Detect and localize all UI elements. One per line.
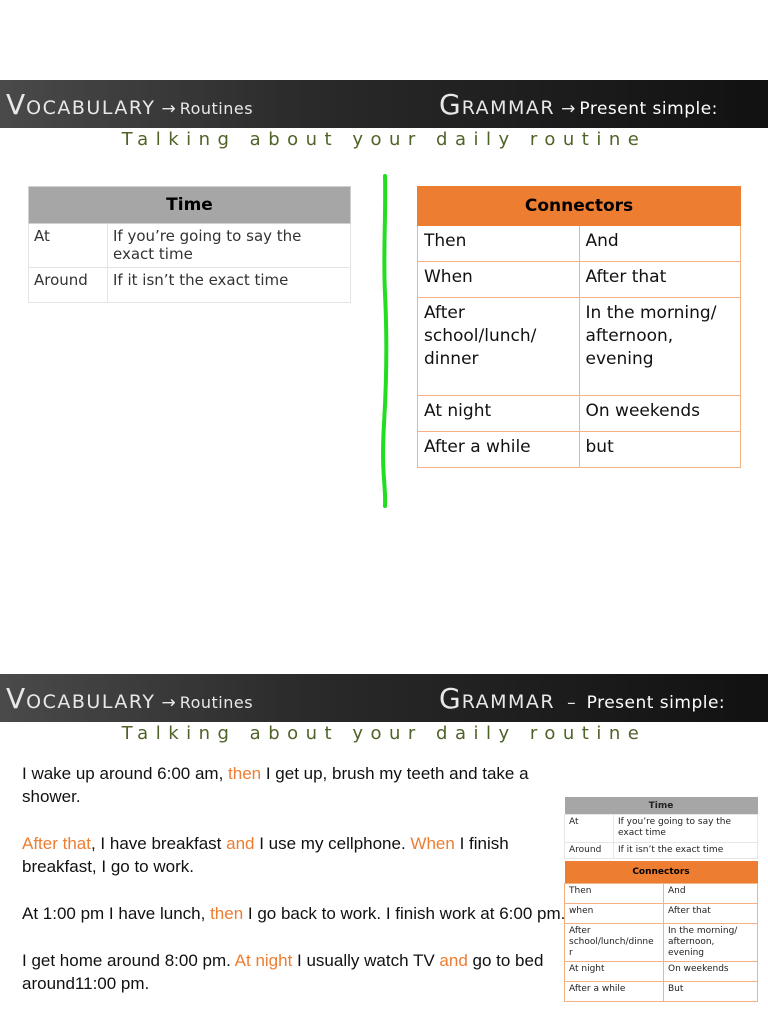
- grammar-subtitle: Present simple:: [586, 693, 726, 713]
- vocab-rest: OCABULARY: [26, 691, 156, 713]
- connector-highlight: When: [410, 834, 455, 853]
- mini-time-definition: If it isn’t the exact time: [614, 843, 758, 859]
- slide1-banner: [0, 80, 768, 128]
- mini-connector-cell: After that: [664, 904, 758, 924]
- story-text: I use my cellphone.: [254, 834, 411, 853]
- grammar-heading: [439, 682, 725, 715]
- mini-time-term: Around: [565, 843, 614, 859]
- table-row: [418, 226, 741, 262]
- time-definition: If it isn’t the exact time: [108, 268, 351, 303]
- table-row: [565, 924, 758, 962]
- arrow-icon: →: [161, 99, 177, 119]
- table-row: [565, 843, 758, 859]
- mini-time-definition: If you’re going to say the exact time: [614, 815, 758, 843]
- table-row: [565, 815, 758, 843]
- mini-time-table: [564, 797, 758, 859]
- connector-highlight: then: [210, 904, 244, 923]
- mini-connector-cell: when: [565, 904, 664, 924]
- mini-connector-cell: In the morning/ afternoon, evening: [664, 924, 758, 962]
- story-text: go to bed around11:00 pm.: [22, 951, 544, 993]
- mini-connectors-table: [564, 861, 758, 1002]
- table-row: [418, 432, 741, 468]
- mini-connector-cell: But: [664, 982, 758, 1002]
- connector-cell: After a while: [418, 432, 580, 468]
- mini-connector-cell: Then: [565, 884, 664, 904]
- arrow-icon: →: [561, 99, 577, 119]
- story-text: I get home around 8:00 pm.: [22, 951, 235, 970]
- story-text: , I have breakfast: [90, 834, 227, 853]
- dash-separator: –: [567, 693, 577, 713]
- mini-connector-cell: And: [664, 884, 758, 904]
- table-row: [418, 298, 741, 396]
- story-text: I finish breakfast, I go to work.: [22, 834, 509, 876]
- connectors-table-header: Connectors: [418, 187, 741, 226]
- connector-cell: Then: [418, 226, 580, 262]
- connector-cell: but: [579, 432, 741, 468]
- connectors-table: [417, 186, 741, 468]
- connector-cell: At night: [418, 396, 580, 432]
- time-table: [28, 186, 351, 303]
- vocabulary-heading: [6, 682, 253, 715]
- mini-connector-cell: After a while: [565, 982, 664, 1002]
- routine-story: [22, 762, 582, 1019]
- slide2-banner: [0, 674, 768, 722]
- connector-highlight: and: [226, 834, 255, 853]
- slide1-tagline: Talking about your daily routine: [121, 129, 647, 150]
- time-definition: If you’re going to say the exact time: [108, 224, 351, 268]
- connector-cell: After school/lunch/ dinner: [418, 298, 580, 396]
- connector-highlight: then: [228, 764, 262, 783]
- table-row: [565, 904, 758, 924]
- connector-cell: In the morning/ afternoon, evening: [579, 298, 741, 396]
- grammar-initial: G: [439, 682, 462, 715]
- grammar-rest: RAMMAR: [461, 97, 556, 119]
- story-paragraph: [22, 949, 582, 995]
- mini-connector-cell: On weekends: [664, 962, 758, 982]
- grammar-initial: G: [439, 88, 462, 121]
- connector-highlight: At night: [234, 951, 293, 970]
- story-paragraph: [22, 762, 582, 808]
- mini-connectors-header: Connectors: [565, 861, 758, 884]
- story-text: At 1:00 pm I have lunch,: [22, 904, 211, 923]
- vocab-initial: V: [6, 88, 27, 121]
- vocab-rest: OCABULARY: [26, 97, 156, 119]
- slide2-tagline: Talking about your daily routine: [121, 723, 647, 744]
- story-text: I usually watch TV: [292, 951, 440, 970]
- grammar-rest: RAMMAR: [461, 691, 556, 713]
- vocab-subtitle: Routines: [179, 99, 254, 118]
- table-row: [565, 884, 758, 904]
- table-row: [29, 224, 351, 268]
- mini-time-header: Time: [565, 797, 758, 815]
- vocab-initial: V: [6, 682, 27, 715]
- grammar-heading: [439, 88, 718, 121]
- vocab-subtitle: Routines: [179, 693, 254, 712]
- story-paragraph: [22, 902, 582, 925]
- mini-connector-cell: At night: [565, 962, 664, 982]
- time-table-header: Time: [29, 187, 351, 224]
- table-row: [418, 262, 741, 298]
- vocabulary-heading: [6, 88, 253, 121]
- time-term: Around: [29, 268, 108, 303]
- mini-reference-tables: [564, 797, 758, 1002]
- connector-cell: After that: [579, 262, 741, 298]
- green-divider: [378, 174, 392, 508]
- mini-time-term: At: [565, 815, 614, 843]
- connector-cell: When: [418, 262, 580, 298]
- mini-connector-cell: After school/lunch/dinne r: [565, 924, 664, 962]
- table-row: [565, 982, 758, 1002]
- connector-highlight: and: [439, 951, 468, 970]
- connector-highlight: After that: [22, 834, 91, 853]
- arrow-icon: →: [161, 693, 177, 713]
- connector-cell: And: [579, 226, 741, 262]
- table-row: [418, 396, 741, 432]
- table-row: [29, 268, 351, 303]
- table-row: [565, 962, 758, 982]
- connector-cell: On weekends: [579, 396, 741, 432]
- story-paragraph: [22, 832, 582, 878]
- time-term: At: [29, 224, 108, 268]
- story-text: I wake up around 6:00 am,: [22, 764, 229, 783]
- story-text: I get up, brush my teeth and take a shower.: [22, 764, 529, 806]
- story-text: I go back to work. I finish work at 6:00 pm.: [243, 904, 566, 923]
- grammar-subtitle: Present simple:: [579, 99, 718, 119]
